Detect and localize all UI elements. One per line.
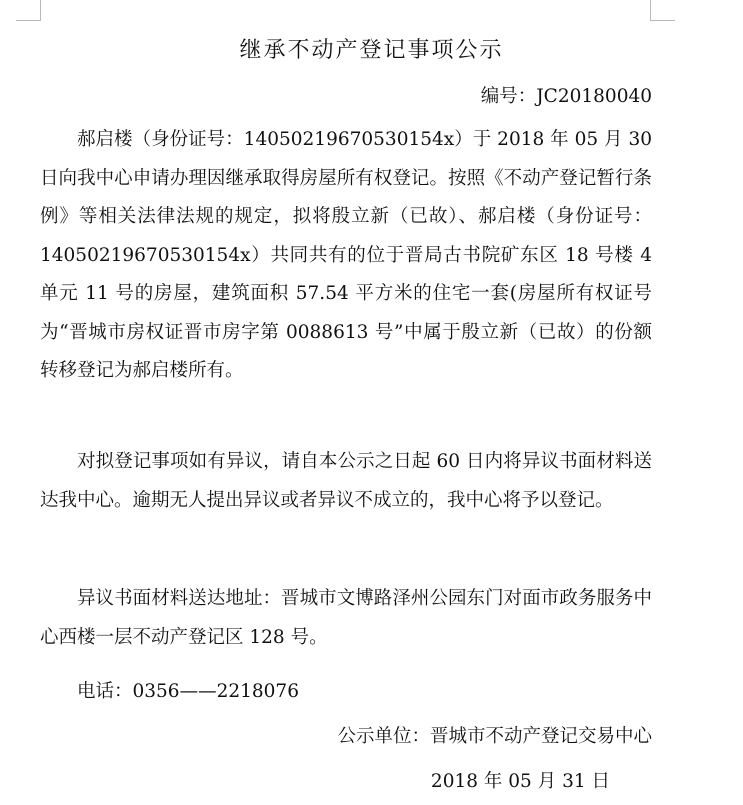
notice-title: 继承不动产登记事项公示 [239,38,504,63]
issuing-unit: 公示单位：晋城市不动产登记交易中心 [337,726,652,747]
crop-mark-left-horizontal [16,20,41,21]
crop-mark-right-horizontal [650,20,675,21]
crop-mark-right-vertical [650,0,651,20]
crop-mark-left-vertical [40,0,41,20]
notice-paragraph-main: 郝启楼（身份证号：14050219670530154x）于 2018 年 05 月 30 日向我中心申请办理因继承取得房屋所有权登记。按照《不动产登记暂行条例》等相关法律法规的规定，拟将殷立新（已故）、郝启楼（身份证号：14050219670530154x）共同共有的位于晋局古书院矿东区 18 号楼 4 单元 11 号的房屋，建筑面积 57.54 平方米的住宅一套(房屋所有权证号为“晋城市房权证晋市房字第 0088613 号”中属于殷立新（已故）的份额转移登记为郝启楼所有。 [40,129,652,381]
notice-date: 2018 年 05 月 31 日 [430,771,610,792]
notice-paragraph-address: 异议书面材料送达地址：晋城市文博路泽州公园东门对面市政务服务中心西楼一层不动产登记区 128 号。 [40,588,652,648]
contact-phone: 电话：0356——2218076 [77,681,299,702]
document-number: 编号：JC20180040 [480,86,652,107]
notice-paragraph-objection: 对拟登记事项如有异议，请自本公示之日起 60 日内将异议书面材料送达我中心。逾期无人提出异议或者异议不成立的，我中心将予以登记。 [40,451,652,511]
